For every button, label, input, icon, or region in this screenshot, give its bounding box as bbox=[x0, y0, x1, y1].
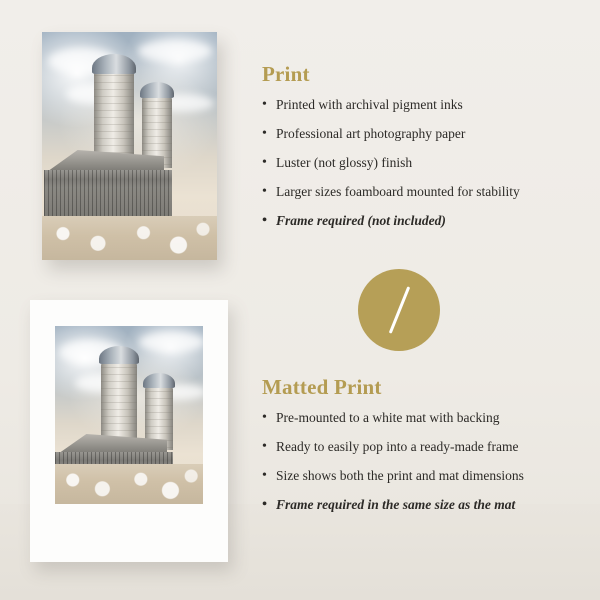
list-item: • Ready to easily pop into a ready-made frame bbox=[262, 439, 582, 456]
list-item: • Pre-mounted to a white mat with backing bbox=[262, 410, 582, 427]
list-item: • Professional art photography paper bbox=[262, 126, 582, 143]
barn-photograph-bottom bbox=[55, 326, 203, 504]
silo-large-dome bbox=[99, 346, 139, 364]
list-item-emphasis: • Frame required in the same size as the mat bbox=[262, 497, 582, 514]
print-section bbox=[262, 62, 582, 241]
print-feature-list bbox=[262, 97, 582, 229]
barn-photograph-top bbox=[42, 32, 217, 260]
cloud-shape bbox=[139, 332, 203, 352]
silo-large-dome bbox=[92, 54, 136, 74]
list-item: • Larger sizes foamboard mounted for stability bbox=[262, 184, 582, 201]
silo-small-dome bbox=[140, 82, 174, 98]
matted-print-section bbox=[262, 375, 582, 526]
slash-divider-badge bbox=[358, 269, 440, 351]
matted-print-product-image bbox=[30, 300, 228, 562]
print-product-image bbox=[42, 32, 217, 260]
list-item: • Luster (not glossy) finish bbox=[262, 155, 582, 172]
matted-print-feature-list bbox=[262, 410, 582, 514]
matted-print-section-heading: Matted Print bbox=[262, 375, 382, 399]
list-item: • Printed with archival pigment inks bbox=[262, 97, 582, 114]
wildflower-field bbox=[42, 216, 217, 260]
slash-icon bbox=[389, 286, 411, 333]
print-section-heading: Print bbox=[262, 62, 310, 86]
silo-small-dome bbox=[143, 373, 175, 388]
list-item-emphasis: • Frame required (not included) bbox=[262, 213, 582, 230]
silo-large bbox=[101, 360, 137, 448]
list-item: • Size shows both the print and mat dimensions bbox=[262, 468, 582, 485]
silo-large bbox=[94, 68, 134, 164]
cloud-shape bbox=[138, 40, 212, 62]
wildflower-field bbox=[55, 464, 203, 504]
